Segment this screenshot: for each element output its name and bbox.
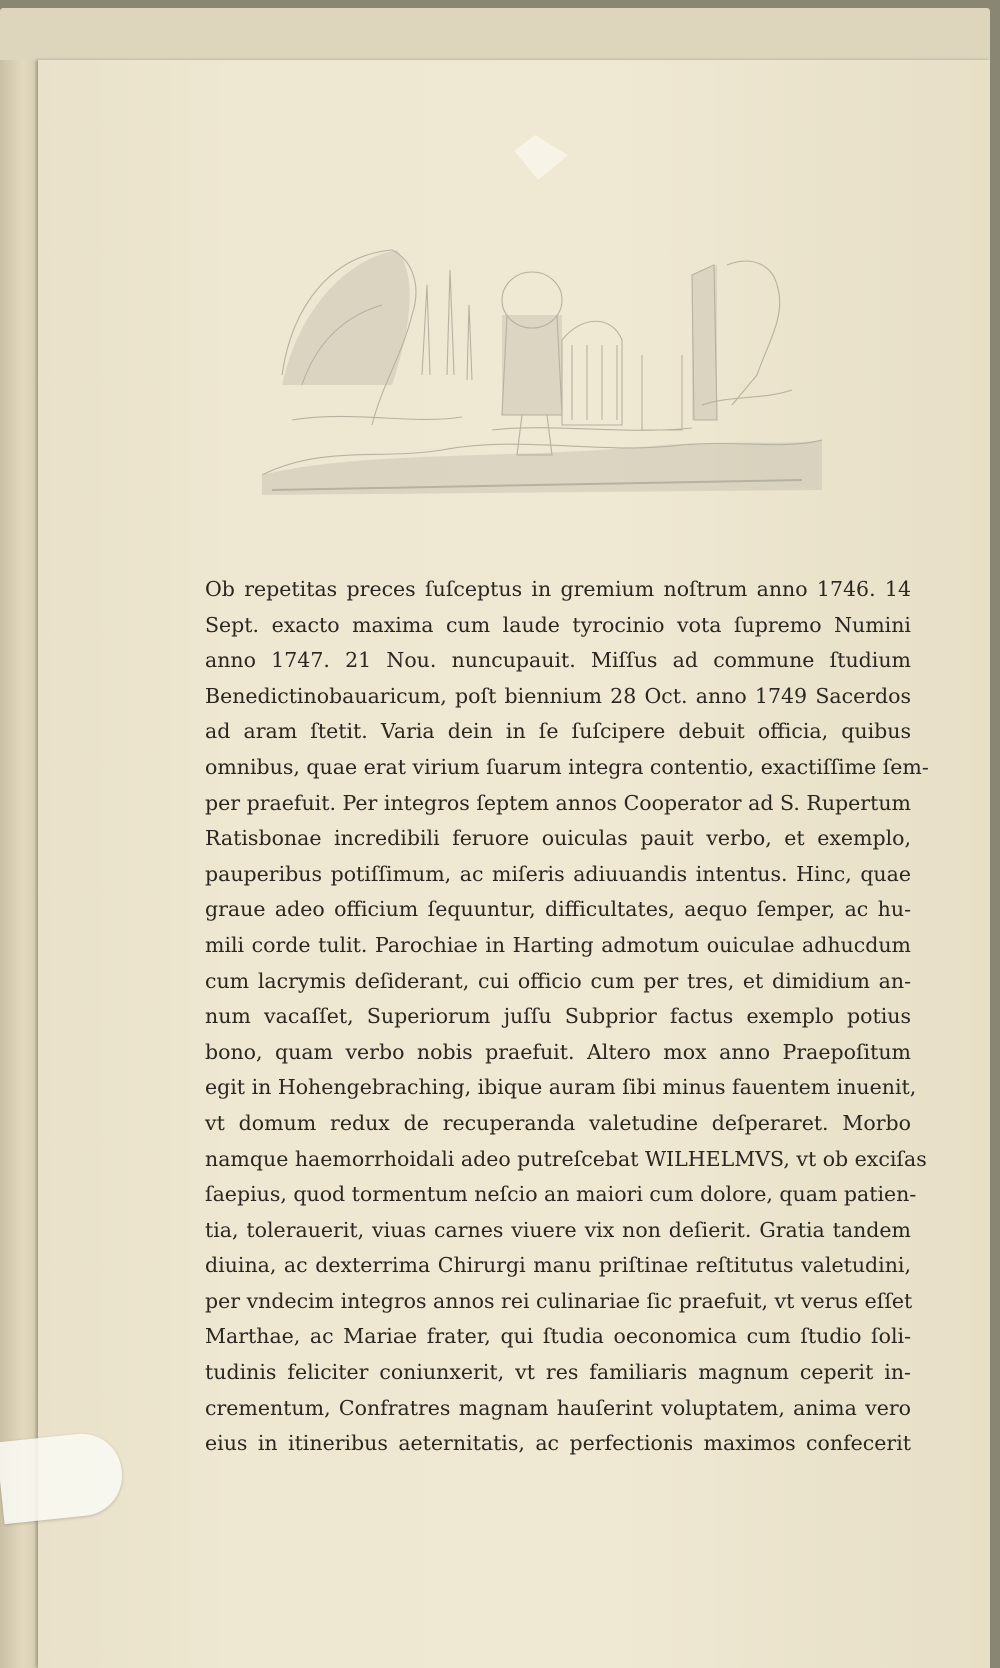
page-tear bbox=[508, 135, 568, 180]
binding-edge bbox=[0, 60, 38, 1668]
text-line: crementum, Confratres magnam hauſerint voluptatem, anima vero bbox=[205, 1395, 911, 1420]
text-line: diuina, ac dexterrima Chirurgi manu priſtinae reſtitutus valetudini, bbox=[205, 1253, 911, 1278]
text-line: anno 1747. 21 Nou. nuncupauit. Miſſus ad commune ſtudium bbox=[205, 648, 911, 673]
text-line: egit in Hohengebraching, ibique auram ſibi minus fauentem inuenit, bbox=[205, 1075, 917, 1100]
body-text bbox=[205, 572, 929, 1462]
text-line: Ratisbonae incredibili feruore ouiculas pauit verbo, et exemplo, bbox=[205, 826, 911, 851]
text-line: ſaepius, quod tormentum neſcio an maiori cum dolore, quam patien- bbox=[205, 1182, 917, 1207]
text-line: per vndecim integros annos rei culinariae ſic praefuit, vt verus eſſet bbox=[205, 1288, 913, 1313]
text-line: Sept. exacto maxima cum laude tyrocinio vota ſupremo Numini bbox=[205, 612, 911, 637]
text-line: pauperibus potiſſimum, ac miſeris adiuuandis intentus. Hinc, quae bbox=[205, 861, 911, 886]
text-line: bono, quam verbo nobis praefuit. Altero mox anno Praepoſitum bbox=[205, 1039, 911, 1064]
text-line: tia, tolerauerit, viuas carnes viuere vix non deſierit. Gratia tandem bbox=[205, 1217, 911, 1242]
text-line: omnibus, quae erat virium ſuarum integra contentio, exactiſſime ſem- bbox=[205, 754, 929, 779]
text-line: eius in itineribus aeternitatis, ac perfectionis maximos confecerit bbox=[205, 1431, 911, 1456]
text-line: mili corde tulit. Parochiae in Harting admotum ouiculae adhucdum bbox=[205, 932, 911, 957]
text-line: per praefuit. Per integros ſeptem annos Cooperator ad S. Rupertum bbox=[205, 790, 911, 815]
text-line: num vacaſſet, Superiorum juſſu Subprior factus exemplo potius bbox=[205, 1004, 911, 1029]
text-line: Benedictinobauaricum, poſt biennium 28 Oct. anno 1749 Sacerdos bbox=[205, 683, 911, 708]
text-line: cum lacrymis deſiderant, cui officio cum per tres, et dimidium an- bbox=[205, 968, 911, 993]
text-line: Ob repetitas preces ſuſceptus in gremium noſtrum anno 1746. 14 bbox=[205, 577, 911, 601]
text-line: graue adeo officium ſequuntur, difficultates, aequo ſemper, ac hu- bbox=[205, 897, 911, 922]
text-line: namque haemorrhoidali adeo putreſcebat WILHELMVS, vt ob exciſas bbox=[205, 1146, 927, 1171]
landscape-vignette-engraving bbox=[262, 245, 822, 500]
text-line: vt domum redux de recuperanda valetudine deſperaret. Morbo bbox=[205, 1110, 911, 1135]
text-line: ad aram ſtetit. Varia dein in ſe ſuſcipere debuit officia, quibus bbox=[205, 719, 911, 744]
text-line: Marthae, ac Mariae frater, qui ſtudia oeconomica cum ſtudio ſoli- bbox=[205, 1324, 911, 1349]
text-line: tudinis feliciter coniunxerit, vt res familiaris magnum ceperit in- bbox=[205, 1360, 911, 1385]
